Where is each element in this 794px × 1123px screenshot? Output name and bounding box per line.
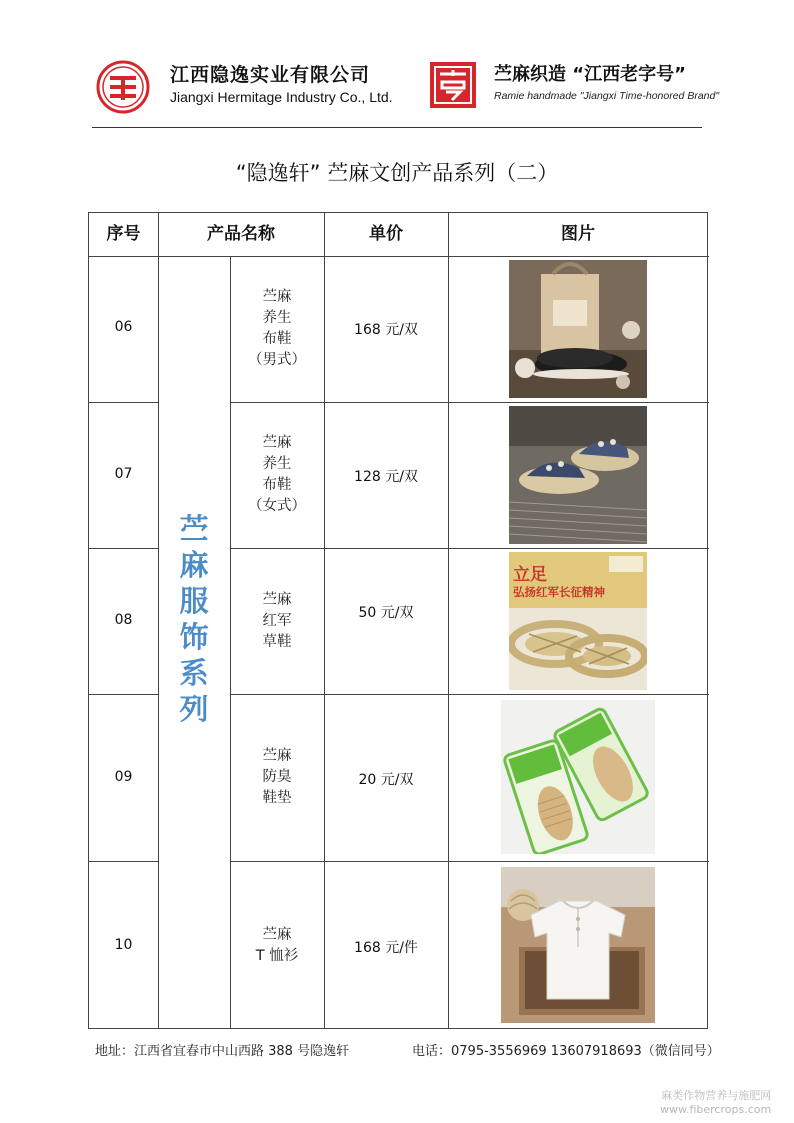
row-product-name: 苎麻 防臭 鞋垫	[262, 748, 292, 806]
row-price: 20 元/双	[358, 772, 414, 788]
header-image: 图片	[561, 224, 595, 244]
row-number: 06	[114, 319, 133, 335]
series-char: 系	[179, 656, 209, 690]
row-price: 168 元/件	[354, 940, 418, 956]
row-product-name: 苎麻 T 恤衫	[255, 927, 299, 964]
row-product-name: 苎麻 红军 草鞋	[262, 592, 292, 650]
page-title: “隐逸轩” 苎麻文创产品系列（二）	[235, 161, 559, 185]
series-char: 列	[179, 692, 209, 726]
table-rule	[230, 548, 709, 549]
company-name-en: Jiangxi Hermitage Industry Co., Ltd.	[170, 89, 393, 105]
brand-title-en: Ramie handmade "Jiangxi Time-honored Brand"	[494, 90, 720, 102]
series-char: 饰	[179, 620, 209, 654]
series-char: 麻	[179, 548, 209, 582]
photo-banner-text: 弘扬红军长征精神	[513, 585, 605, 599]
product-photo-straw-sandals	[509, 552, 647, 690]
watermark: 麻类作物营养与施肥网 www.fibercrops.com	[660, 1089, 772, 1116]
header-divider	[92, 127, 702, 128]
table-rule	[89, 256, 709, 257]
series-label	[158, 511, 230, 727]
table-rule	[89, 861, 158, 862]
row-price: 168 元/双	[354, 322, 418, 338]
product-photo-tshirt	[501, 867, 655, 1023]
table-rule	[89, 548, 158, 549]
header-price: 单价	[369, 224, 403, 244]
row-product-name: 苎麻 养生 布鞋 （男式）	[248, 289, 306, 368]
row-number: 10	[114, 937, 133, 953]
company-logo	[96, 60, 150, 114]
brand-title-cn: 苎麻织造 “江西老字号”	[494, 64, 686, 85]
table-rule	[89, 694, 158, 695]
footer-phone: 电话：0795-3556969 13607918693（微信同号）	[412, 1044, 720, 1059]
table-rule	[448, 213, 449, 1028]
product-photo-womens-shoes	[509, 406, 647, 544]
table-rule	[230, 694, 709, 695]
row-price: 50 元/双	[358, 605, 414, 621]
header-product-name: 产品名称	[207, 224, 275, 244]
row-price: 128 元/双	[354, 469, 418, 485]
table-rule	[230, 402, 709, 403]
product-photo-insoles	[501, 700, 655, 854]
row-number: 09	[114, 769, 133, 785]
row-number: 08	[114, 612, 133, 628]
company-name-cn: 江西隐逸实业有限公司	[170, 64, 371, 86]
product-table	[88, 212, 708, 1029]
row-product-name: 苎麻 养生 布鞋 （女式）	[248, 435, 306, 514]
table-rule	[230, 861, 709, 862]
photo-banner-text: 立足	[513, 565, 547, 585]
footer-address: 地址：江西省宜春市中山西路 388 号隐逸轩	[95, 1044, 350, 1059]
product-photo-mens-shoes	[509, 260, 647, 398]
series-char: 服	[179, 584, 209, 618]
brand-seal-logo	[430, 62, 476, 108]
table-rule	[89, 402, 158, 403]
series-char: 苎	[179, 512, 209, 546]
header-number: 序号	[106, 224, 141, 244]
row-number: 07	[114, 466, 133, 482]
